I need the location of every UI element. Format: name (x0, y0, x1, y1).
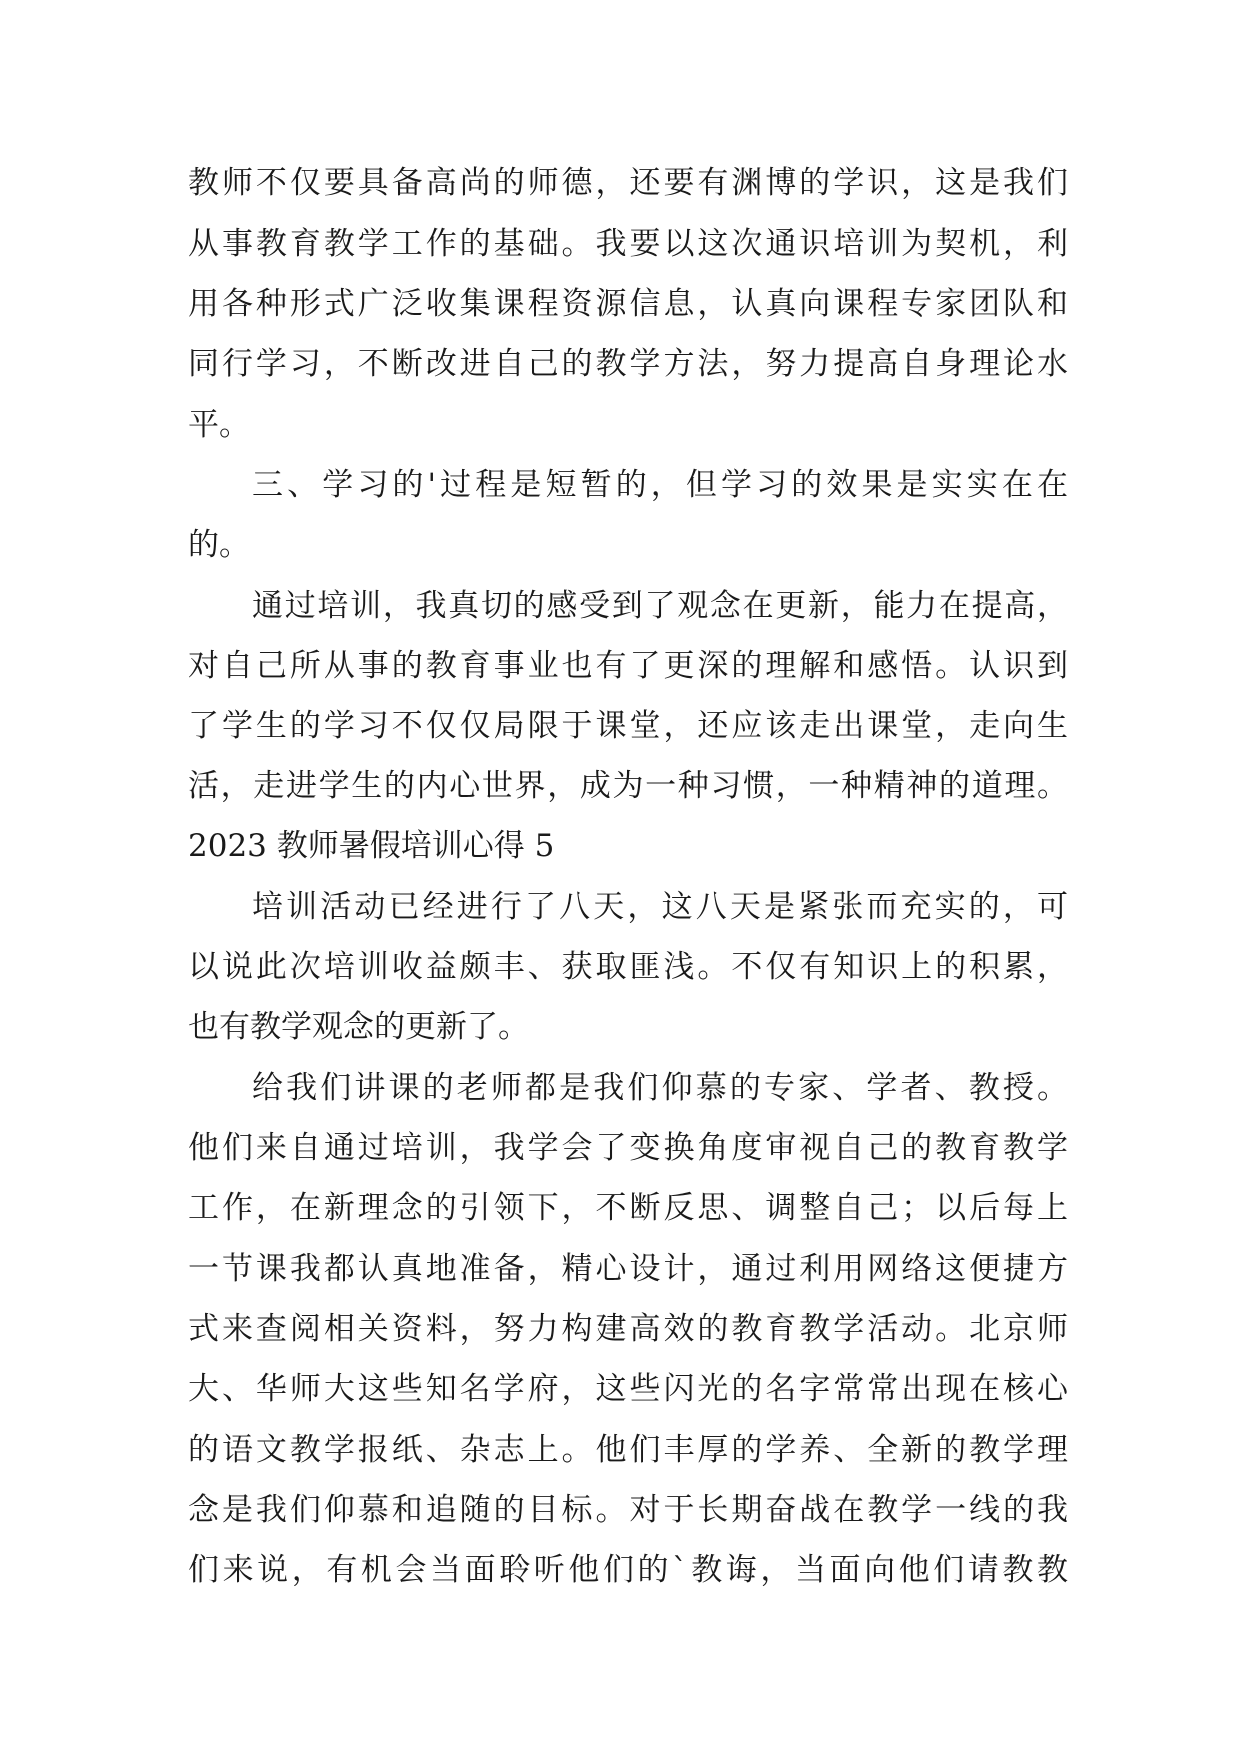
text-line: 一节课我都认真地准备，精心设计，通过利用网络这便捷方 (188, 1251, 1068, 1287)
text-line: 大、华师大这些知名学府，这些闪光的名字常常出现在核心 (188, 1371, 1068, 1407)
text-line: 教师不仅要具备高尚的师德，还要有渊博的学识，这是我们 (188, 165, 1068, 201)
text-line: 他们来自通过培训，我学会了变换角度审视自己的教育教学 (188, 1130, 1068, 1166)
text-line: 以说此次培训收益颇丰、获取匪浅。不仅有知识上的积累， (188, 949, 1068, 985)
text-line: 从事教育教学工作的基础。我要以这次通识培训为契机，利 (188, 226, 1068, 262)
article-heading: 2023 教师暑假培训心得 5 (188, 828, 555, 864)
text-line: 对自己所从事的教育事业也有了更深的理解和感悟。认识到 (188, 648, 1068, 684)
text-line: 也有教学观念的更新了。 (188, 1009, 529, 1045)
paragraph-first-line: 给我们讲课的老师都是我们仰慕的专家、学者、教授。 (252, 1070, 1068, 1106)
text-line: 的语文教学报纸、杂志上。他们丰厚的学养、全新的教学理 (188, 1432, 1068, 1468)
text-line: 念是我们仰慕和追随的目标。对于长期奋战在教学一线的我 (188, 1492, 1068, 1528)
text-line: 平。 (188, 407, 250, 443)
text-line: 式来查阅相关资料，努力构建高效的教育教学活动。北京师 (188, 1311, 1068, 1347)
section-heading-line: 三、学习的'过程是短暂的，但学习的效果是实实在在 (252, 467, 1068, 503)
text-line: 们来说，有机会当面聆听他们的`教诲，当面向他们请教教 (188, 1552, 1068, 1588)
text-line: 了学生的学习不仅仅局限于课堂，还应该走出课堂，走向生 (188, 708, 1068, 744)
text-line: 的。 (188, 527, 250, 563)
text-line: 活，走进学生的内心世界，成为一种习惯，一种精神的道理。 (188, 768, 1068, 804)
text-line: 用各种形式广泛收集课程资源信息，认真向课程专家团队和 (188, 286, 1068, 322)
text-line: 同行学习，不断改进自己的教学方法，努力提高自身理论水 (188, 346, 1068, 382)
text-line: 工作，在新理念的引领下，不断反思、调整自己；以后每上 (188, 1190, 1068, 1226)
paragraph-first-line: 通过培训，我真切的感受到了观念在更新，能力在提高， (252, 588, 1068, 624)
paragraph-first-line: 培训活动已经进行了八天，这八天是紧张而充实的，可 (252, 889, 1068, 925)
